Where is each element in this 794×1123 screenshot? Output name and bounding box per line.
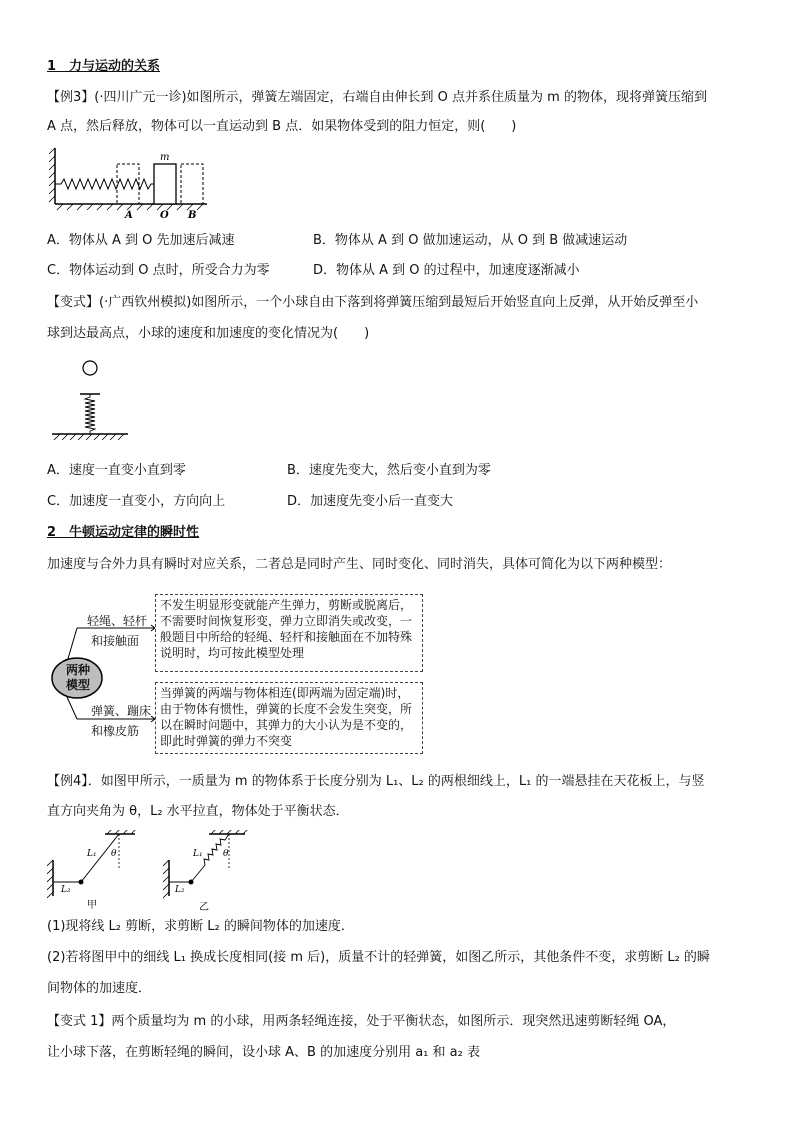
- ex3-fig-label-O: O: [160, 210, 169, 220]
- var1-option-c: C．加速度一直变小，方向向上: [47, 494, 226, 509]
- ex3-fig-label-B: B: [188, 210, 197, 220]
- ex3-fig-label-m: m: [160, 152, 170, 163]
- yi-label-theta: θ: [223, 849, 229, 859]
- section1-heading: 1 力与运动的关系: [47, 59, 161, 74]
- diagram-box-rope-rod: 不发生明显形变就能产生弹力，剪断或脱离后，不需要时间恢复形变，弹力立即消失或改变，一般题目中所给的轻绳、轻杆和接触面在不加特殊说明时，均可按此模型处理: [155, 594, 423, 672]
- diagram-branch2-line2: 和橡皮筋: [91, 724, 140, 738]
- jia-label-theta: θ: [111, 849, 117, 859]
- jia-label-L1: L₁: [87, 849, 97, 859]
- var2-stem-line1: 【变式 1】两个质量均为 m 的小球，用两条轻绳连接，处于平衡状态，如图所示．现突然迅速剪断轻绳 OA，: [47, 1014, 676, 1029]
- ex4-figure-yi: [163, 830, 253, 912]
- var2-stem-line2: 让小球下落，在剪断轻绳的瞬间，设小球 A、B 的加速度分别用 a₁ 和 a₂ 表: [47, 1045, 480, 1060]
- var1-option-a: A．速度一直变小直到零: [47, 463, 186, 478]
- var1-option-b: B．速度先变大，然后变小直到为零: [287, 463, 491, 478]
- ex3-stem-line2: A 点，然后释放，物体可以一直运动到 B 点．如果物体受到的阻力恒定，则( ): [47, 119, 517, 134]
- ex3-stem-line1: 【例3】(·四川广元一诊)如图所示，弹簧左端固定，右端自由伸长到 O 点并系住质量为 m 的物体，现将弹簧压缩到: [47, 90, 707, 105]
- section2-heading: 2 牛顿运动定律的瞬时性: [47, 525, 200, 540]
- ex3-fig-label-A: A: [125, 210, 133, 220]
- ex4-question-2-line2: 间物体的加速度．: [47, 981, 152, 996]
- ex3-option-c: C．物体运动到 O 点时，所受合力为零: [47, 263, 270, 278]
- ex3-option-a: A．物体从 A 到 O 先加速后减速: [47, 233, 235, 248]
- ex4-question-1: (1)现将线 L₂ 剪断，求剪断 L₂ 的瞬间物体的加速度．: [47, 919, 354, 934]
- yi-caption: 乙: [199, 902, 209, 912]
- ex4-figure-jia: [47, 830, 137, 910]
- var1-stem-line1: 【变式】(·广西钦州模拟)如图所示，一个小球自由下落到将弹簧压缩到最短后开始竖直向上反弹，从开始反弹至小: [47, 295, 699, 310]
- ex4-stem-line1: 【例4】．如图甲所示，一质量为 m 的物体系于长度分别为 L₁、L₂ 的两根细线上，L₁ 的一端悬挂在天花板上，与竖: [47, 774, 705, 789]
- ex3-option-d: D．物体从 A 到 O 的过程中，加速度逐渐减小: [313, 263, 580, 278]
- jia-label-L2: L₂: [61, 885, 71, 895]
- yi-label-L2: L₂: [175, 885, 185, 895]
- ex4-stem-line2: 直方向夹角为 θ，L₂ 水平拉直，物体处于平衡状态．: [47, 804, 349, 819]
- diagram-center-label: 两种 模型: [65, 663, 90, 692]
- ex4-question-2-line1: (2)若将图甲中的细线 L₁ 换成长度相同(接 m 后)，质量不计的轻弹簧，如图乙所示，其他条件不变，求剪断 L₂ 的瞬: [47, 950, 710, 965]
- var1-ball-spring-figure: [50, 356, 132, 444]
- ex3-spring-block-figure: [47, 144, 212, 220]
- diagram-box-spring: 当弹簧的两端与物体相连(即两端为固定端)时，由于物体有惯性，弹簧的长度不会发生突变，所以在瞬时问题中，其弹力的大小认为是不变的，即此时弹簧的弹力不突变: [155, 682, 423, 754]
- diagram-branch1-line2: 和接触面: [91, 634, 140, 648]
- diagram-branch1-line1: 轻绳、轻杆: [87, 614, 148, 628]
- section2-intro: 加速度与合外力具有瞬时对应关系，二者总是同时产生、同时变化、同时消失，具体可简化为以下两种模型：: [47, 557, 672, 572]
- var1-stem-line2: 球到达最高点，小球的速度和加速度的变化情况为( ): [47, 326, 370, 341]
- yi-label-L1: L₁: [193, 849, 203, 859]
- ex3-option-b: B．物体从 A 到 O 做加速运动，从 O 到 B 做减速运动: [313, 233, 628, 248]
- two-models-diagram: [47, 592, 427, 758]
- var1-option-d: D．加速度先变小后一直变大: [287, 494, 454, 509]
- diagram-branch2-line1: 弹簧、蹦床: [91, 704, 152, 718]
- jia-caption: 甲: [87, 900, 97, 910]
